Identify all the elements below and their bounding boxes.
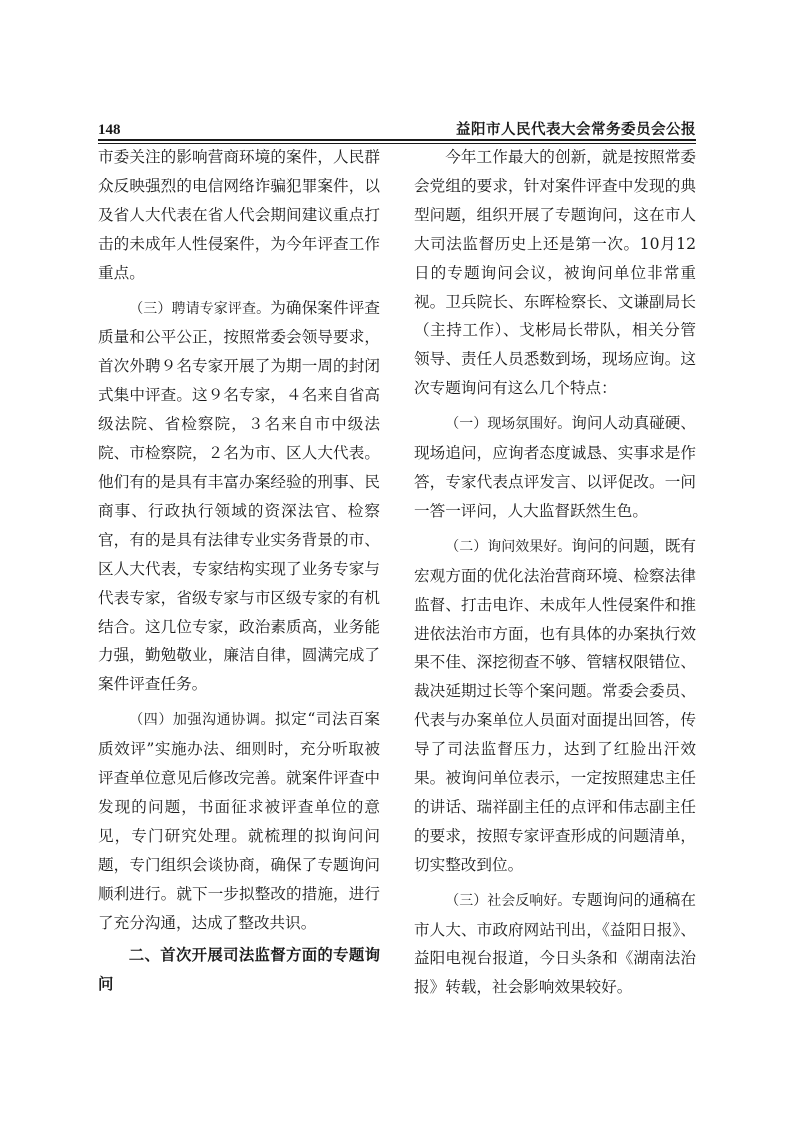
header-rule-thick <box>98 139 696 141</box>
journal-title: 益阳市人民代表大会常务委员会公报 <box>456 121 696 138</box>
right-column <box>414 143 696 1002</box>
subheading: （二）询问效果好。 <box>445 538 572 555</box>
subheading: （四）加强沟通协调。 <box>129 712 275 729</box>
subheading: （三）社会反响好。 <box>445 892 572 909</box>
paragraph-body: 拟定“司法百案质效评”实施办法、细则时，充分听取被评查单位意见后修改完善。就案件评查中发现的问题，书面征求被评查单位的意见，专门研究处理。就梳理的拟询问问题，专门组织会谈协商，确保了专题询问顺利进行。就下一步拟整改的措施，进行了充分沟通，达成了整改共识。 <box>98 710 380 932</box>
subheading: （一）现场氛围好。 <box>445 416 572 433</box>
paragraph: 今年工作最大的创新，就是按照常委会党组的要求，针对案件评查中发现的典型问题，组织开展了专题询问，这在市人大司法监督历史上还是第一次。10月12日的专题询问会议，被询问单位非常重视。卫兵院长、东晖检察长、文谦副局长（主持工作）、戈彬局长带队，相关分管领导、责任人员悉数到场，现场应询。这次专题询问有这么几个特点： <box>414 148 696 398</box>
paragraph-body: 询问的问题，既有宏观方面的优化法治营商环境、检察法律监督、打击电诈、未成年人性侵案件和推进依法治市方面，也有具体的办案执行效果不佳、深挖彻查不够、管辖权限错位、裁决延期过长等个案问题。常委会委员、代表与办案单位人员面对面提出回答，传导了司法监督压力，达到了红脸出汗效果。被询问单位表示，一定按照建忠主任的讲话、瑞祥副主任的点评和伟志副主任的要求，按照专家评查形成的问题清单，切实整改到位。 <box>414 536 696 874</box>
paragraph-body: 专题询问的通稿在市人大、市政府网站刊出，《益阳日报》、益阳电视台报道，今日头条和《湖南法治报》转载，社会影响效果较好。 <box>414 890 696 997</box>
paragraph: 市委关注的影响营商环境的案件，人民群众反映强烈的电信网络诈骗犯罪案件，以及省人大代表在省人代会期间建议重点打击的未成年人性侵案件，为今年评查工作重点。 <box>98 148 380 282</box>
page-number: 148 <box>98 122 121 138</box>
paragraph-body: 为确保案件评查质量和公平公正，按照常委会领导要求，首次外聘９名专家开展了为期一周的封闭式集中评查。这９名专家，４名来自省高级法院、省检察院，３名来自市中级法院、市检察院，２名为市、区人大代表。他们有的是具有丰富办案经验的刑事、民商事、行政执行领域的资深法官、检察官，有的是具有法律专业实务背景的市、区人大代表，专家结构实现了业务专家与代表专家，省级专家与市区级专家的有机结合。这几位专家，政治素质高，业务能力强，勤勉敬业，廉洁自律，圆满完成了案件评查任务。 <box>98 298 380 694</box>
paragraph <box>414 886 696 1003</box>
left-column <box>98 143 380 999</box>
paragraph <box>414 409 696 526</box>
page-header <box>98 117 696 139</box>
subheading: （三）聘请专家评查。 <box>129 300 271 317</box>
paragraph <box>414 532 696 880</box>
paragraph-body: 询问人动真碰硬、现场追问，应询者态度诚恳、实事求是作答，专家代表点评发言、以评促改。一问一答一评问，人大监督跃然生色。 <box>414 414 696 520</box>
section-heading: 二、首次开展司法监督方面的专题询问 <box>98 946 380 994</box>
paragraph <box>98 294 380 700</box>
paragraph <box>98 705 380 937</box>
